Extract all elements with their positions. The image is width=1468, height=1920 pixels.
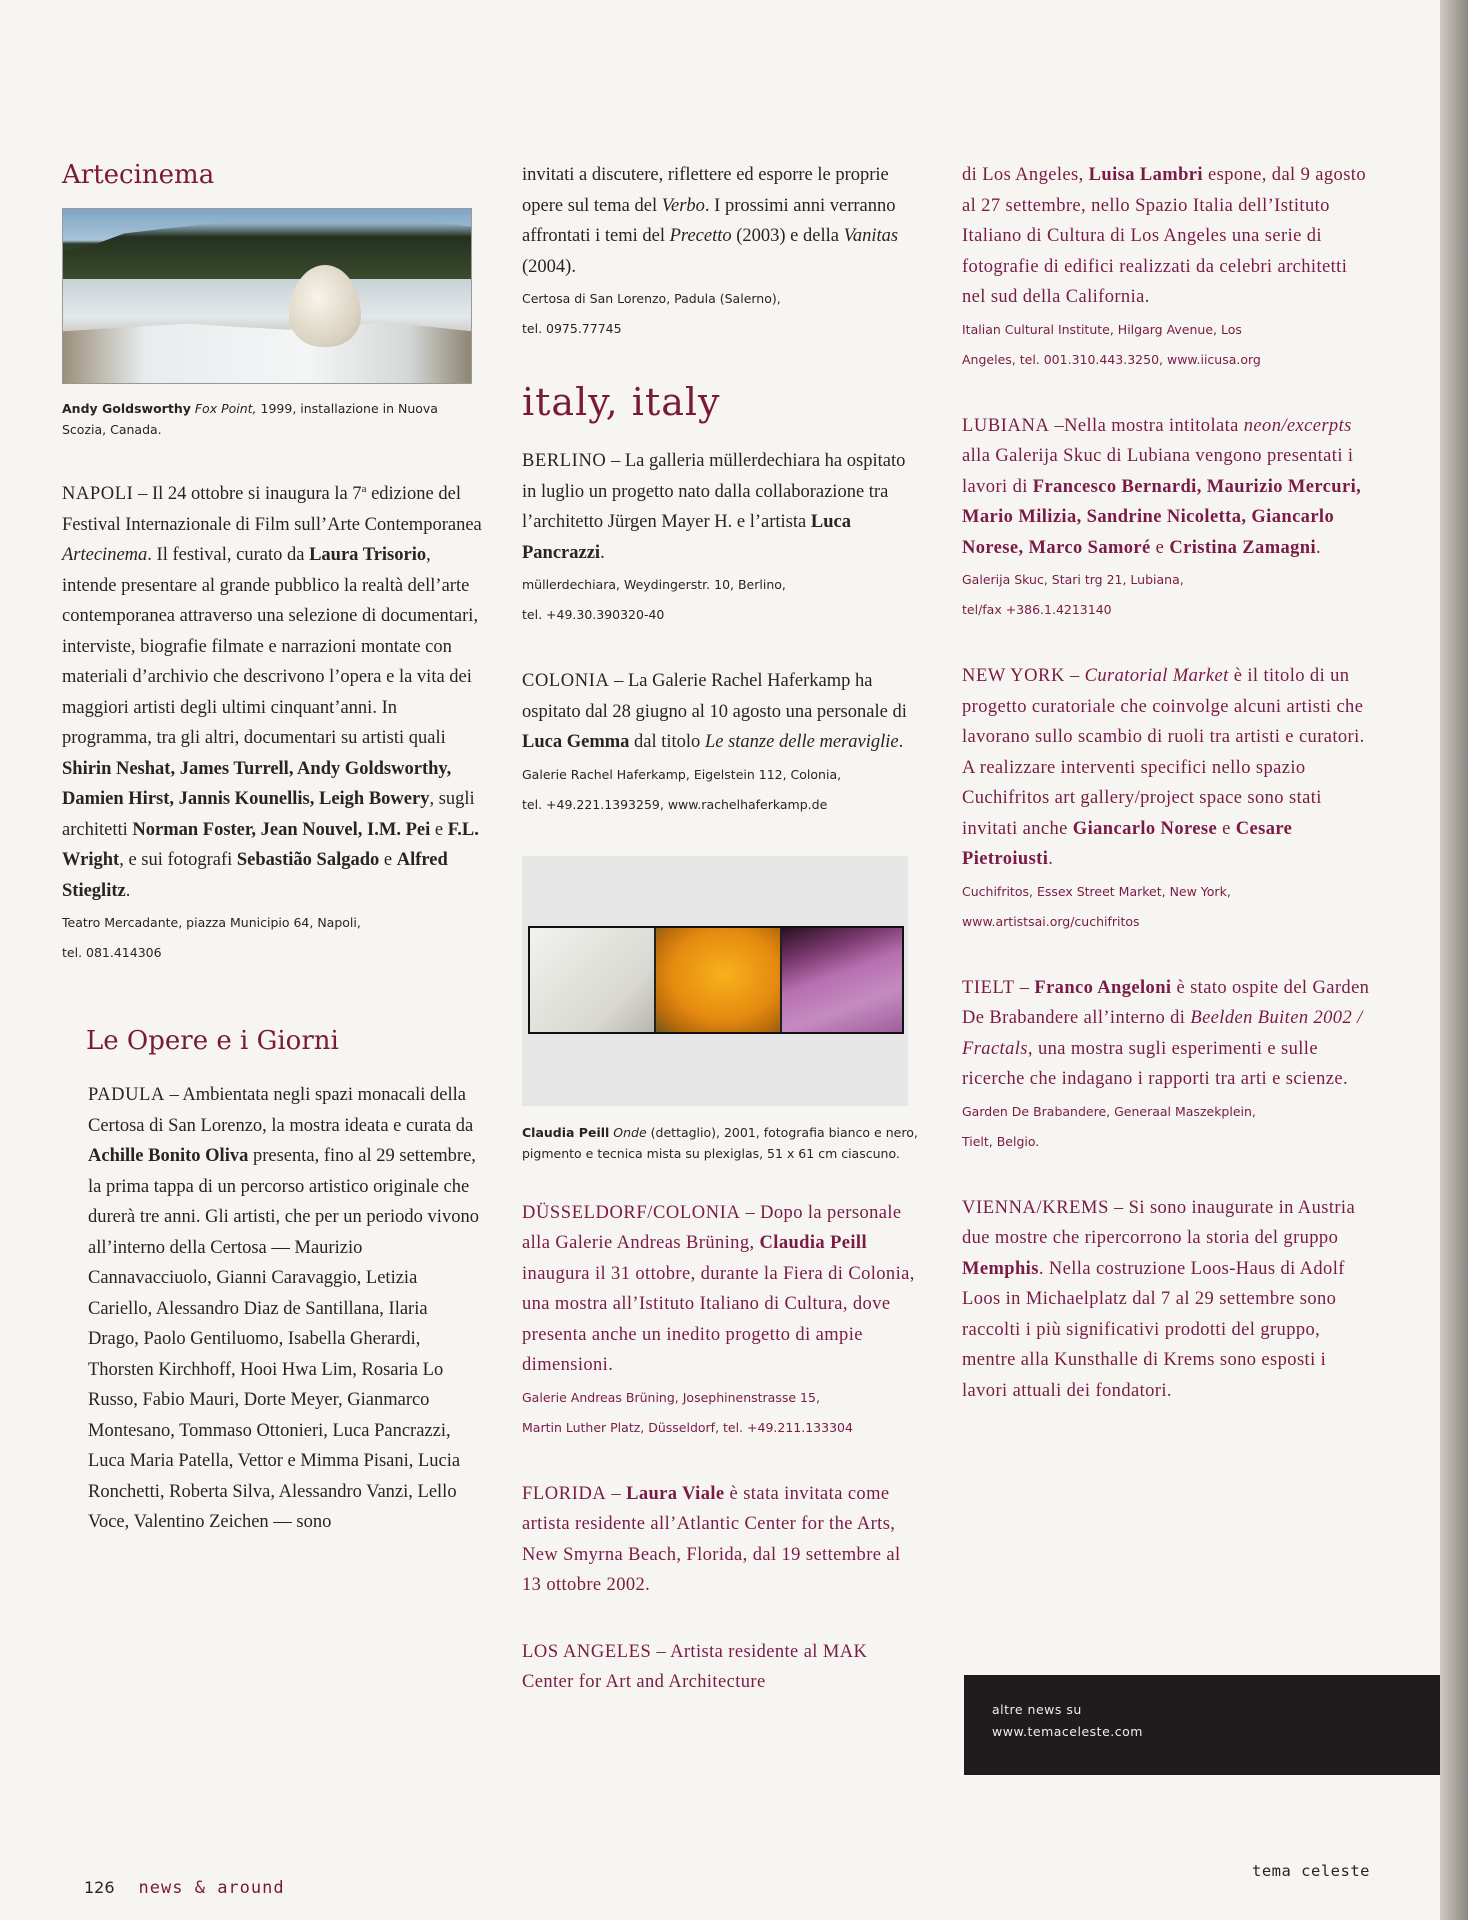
news-body <box>962 973 1372 1095</box>
address-line: Angeles, tel. 001.310.443.3250, www.iicusa.org <box>962 351 1261 367</box>
text: , una mostra sugli esperimenti e sulle ricerche che indagano i rapporti tra arti e scienze. <box>962 1038 1348 1089</box>
text: –Nella mostra intitolata <box>1049 415 1244 436</box>
caption-artist: Claudia Peill <box>522 1124 610 1140</box>
news-body <box>62 474 482 906</box>
theme-name: Precetto <box>669 226 732 246</box>
news-item-dusseldorf <box>522 1198 920 1443</box>
city-label: VIENNA/KREMS <box>962 1197 1109 1218</box>
address-line: Teatro Mercadante, piazza Municipio 64, Napoli, <box>62 915 361 931</box>
news-body <box>522 1637 920 1698</box>
theme-name: Vanitas <box>843 226 899 246</box>
news-item-padula <box>88 1080 482 1538</box>
panel-white <box>530 928 656 1032</box>
text: . <box>898 732 904 752</box>
city-label: LOS ANGELES <box>522 1641 652 1662</box>
address-dusseldorf <box>522 1383 920 1443</box>
news-body <box>88 1080 482 1538</box>
address-line: Garden De Brabandere, Generaal Maszekplein, <box>962 1103 1256 1119</box>
address-new-york <box>962 877 1372 937</box>
photo-caption-goldsworthy <box>62 398 482 440</box>
text: è stato ospite del Garden De Brabandere all’interno di <box>962 977 1370 1028</box>
artist-names: Shirin Neshat, James Turrell, Andy Goldsworthy, Damien Hirst, Jannis Kounellis, Leigh Bowery <box>62 758 452 810</box>
heading-opere-giorni: Le Opere e i Giorni <box>86 1026 339 1057</box>
caption-text: (dettaglio), 2001, fotografia bianco e nero, pigmento e tecnica mista su plexiglas, 51 x 61 cm ciascuno. <box>522 1124 918 1161</box>
address-line: Martin Luther Platz, Düsseldorf, tel. +49.211.133304 <box>522 1419 853 1435</box>
text: alla Galerija Skuc di Lubiana vengono presentati i lavori di <box>962 446 1354 497</box>
news-item-lubiana <box>962 411 1372 626</box>
city-label: PADULA <box>88 1085 165 1106</box>
city-label: DÜSSELDORF/COLONIA <box>522 1202 741 1223</box>
news-item-tielt <box>962 973 1372 1157</box>
caption-title: Fox Point, <box>194 401 257 416</box>
text: invitati a discutere, riflettere ed esporre le proprie opere sul tema del <box>522 165 889 216</box>
panel-orange <box>656 928 782 1032</box>
panel-purple <box>782 928 902 1032</box>
news-item-new-york <box>962 661 1372 937</box>
address-line: tel. 081.414306 <box>62 945 162 961</box>
news-body <box>522 446 920 568</box>
text: espone, dal 9 agosto al 27 settembre, nello Spazio Italia dell’Istituto Italiano di Cultura di Los Angeles una serie di fotografie di edifici realizzati da celebri architetti nel sud della California. <box>962 165 1367 307</box>
news-item-los-angeles-continued <box>962 160 1372 375</box>
city-label: NAPOLI <box>62 484 134 505</box>
news-item-berlino <box>522 446 920 630</box>
photographer-name: Alfred Stieglitz <box>62 850 448 901</box>
city-label: BERLINO <box>522 451 607 471</box>
page-number: 126 <box>84 1878 115 1897</box>
text: . <box>600 542 605 563</box>
address-line: Galerija Skuc, Stari trg 21, Lubiana, <box>962 572 1184 587</box>
photo-fox-point <box>62 208 472 384</box>
artist-name: Cesare Pietroiusti <box>962 818 1293 869</box>
news-body <box>962 411 1372 564</box>
artist-name: Franco Angeloni <box>1034 977 1172 998</box>
photographer-name: Sebastião Salgado <box>236 850 380 871</box>
news-body <box>962 160 1372 313</box>
address-line: Certosa di San Lorenzo, Padula (Salerno), <box>522 291 781 306</box>
news-body <box>522 1198 920 1381</box>
text: – <box>606 1483 627 1504</box>
address-line: Italian Cultural Institute, Hilgarg Avenue, Los <box>962 321 1242 337</box>
text: è il titolo di un progetto curatoriale che coinvolge alcuni artisti che lavorano sullo scambio di ruoli tra artisti e curatori. A realizzare interventi specifici nello spazio Cuchifritos art gallery/project space sono stati invitati anche <box>962 666 1365 839</box>
text: è stata invitata come artista residente all’Atlantic Center for the Arts, New Smyrna Beach, Florida, dal 19 settembre al 13 ottobre 2002. <box>522 1483 901 1595</box>
column-middle <box>522 160 920 1734</box>
section-name: news & around <box>138 1878 285 1898</box>
text: – Dopo la personale alla Galerie Andreas Brüning, <box>522 1202 902 1253</box>
footer-left <box>84 1878 285 1898</box>
text: . Nella costruzione Loos-Haus di Adolf Loos in Michaelplatz dal 7 al 29 settembre sono raccolti i più significativi prodotti del gruppo, mentre alla Kunsthalle di Krems sono esposti i lavori attuali dei fondatori. <box>962 1258 1345 1401</box>
text: , e sui fotografi <box>119 850 237 871</box>
address-line: tel/fax +386.1.4213140 <box>962 602 1112 617</box>
address-line: Tielt, Belgio. <box>962 1133 1040 1149</box>
news-body <box>962 661 1372 875</box>
photo-caption-peill <box>522 1122 920 1164</box>
text: (2003) e della <box>731 226 844 246</box>
news-item-padula-continued <box>522 160 920 344</box>
address-colonia <box>522 760 920 820</box>
address-tielt <box>962 1097 1372 1157</box>
address-line: www.artistsai.org/cuchifritos <box>962 913 1140 929</box>
festival-name: Artecinema <box>62 545 148 566</box>
text: . <box>1048 849 1054 869</box>
news-body <box>522 1479 920 1601</box>
column-left <box>62 160 482 1574</box>
text: , intende presentare al grande pubblico la realtà dell’arte contemporanea attraverso una selezione di documentari, interviste, biografie filmate e narrazioni montate con materiali d’archivio che descrivono l’opera e la vita dei maggiori artisti degli ultimi cinquant’anni. In programma, tra gli altri, documentari su artisti quali <box>62 545 479 749</box>
address-los-angeles <box>962 315 1372 375</box>
exhibition-title: neon/excerpts <box>1243 415 1352 436</box>
text: – Il 24 ottobre si inaugura la 7 <box>133 484 362 505</box>
news-body <box>522 666 920 758</box>
text: dal titolo <box>629 732 705 752</box>
address-berlino <box>522 570 920 630</box>
superscript: a <box>361 483 367 495</box>
caption-artist: Andy Goldsworthy <box>62 401 191 416</box>
text: – La Galerie Rachel Haferkamp ha ospitato dal 28 giugno al 10 agosto una personale di <box>522 671 907 722</box>
address-line: tel. +49.30.390320-40 <box>522 607 665 622</box>
city-label: LUBIANA <box>962 415 1050 436</box>
address-line: tel. 0975.77745 <box>522 321 622 336</box>
artist-name: Luca Pancrazzi <box>522 512 851 563</box>
news-body <box>522 160 920 282</box>
artist-name: Giancarlo Norese <box>1072 818 1218 839</box>
text: e <box>430 819 448 840</box>
more-news-text <box>992 1699 1143 1743</box>
photo-ice <box>63 309 471 383</box>
news-item-los-angeles <box>522 1637 920 1698</box>
exhibition-title: Beelden Buiten 2002 / Fractals <box>962 1008 1363 1059</box>
city-label: NEW YORK <box>962 666 1065 686</box>
project-title: Curatorial Market <box>1084 666 1229 686</box>
artist-name: Cristina Zamagni <box>1169 537 1317 558</box>
address-padula <box>522 284 920 344</box>
heading-italy-italy: italy, italy <box>522 380 721 424</box>
more-news-link[interactable]: www.temaceleste.com <box>992 1724 1143 1739</box>
caption-text: 1999, installazione in Nuova Scozia, Canada. <box>62 401 438 437</box>
photo-onde <box>522 856 908 1106</box>
theme-name: Verbo <box>661 195 705 216</box>
exhibition-title: Le stanze delle meraviglie <box>704 732 899 752</box>
text: – La galleria müllerdechiara ha ospitato in luglio un progetto nato dalla collaborazione tra l’architetto Jürgen Mayer H. e l’artista <box>522 451 906 532</box>
curator-name: Achille Bonito Oliva <box>88 1146 249 1167</box>
news-item-napoli <box>62 474 482 968</box>
architect-names: Norman Foster, Jean Nouvel, I.M. Pei <box>132 819 431 840</box>
city-label: TIELT <box>962 977 1015 998</box>
photo-triptych <box>528 926 904 1034</box>
more-news-box[interactable] <box>964 1675 1440 1775</box>
group-name: Memphis <box>962 1258 1039 1279</box>
heading-artecinema: Artecinema <box>62 160 215 190</box>
address-napoli <box>62 908 482 968</box>
city-label: COLONIA <box>522 671 610 691</box>
news-item-florida <box>522 1479 920 1601</box>
architect-name: F.L. Wright <box>62 819 479 871</box>
city-label: FLORIDA <box>522 1483 607 1504</box>
text: edizione del Festival Internazionale di Film sull’Arte Contemporanea <box>62 484 482 535</box>
news-item-colonia <box>522 666 920 820</box>
text: . <box>125 880 131 901</box>
address-line: Cuchifritos, Essex Street Market, New York, <box>962 883 1231 899</box>
page-edge <box>1440 0 1468 1920</box>
news-body <box>962 1193 1372 1407</box>
text: . Il festival, curato da <box>147 545 310 566</box>
artist-name: Claudia Peill <box>759 1233 868 1253</box>
photo-trees <box>63 209 471 279</box>
artist-name: Luisa Lambri <box>1088 165 1203 185</box>
text: . <box>1316 537 1322 558</box>
text: inaugura il 31 ottobre, durante la Fiera di Colonia, una mostra all’Istituto Italiano di Cultura, dove presenta anche un inedito progetto di ampie dimensioni. <box>522 1263 915 1375</box>
text: e <box>1217 818 1236 839</box>
column-right <box>962 160 1372 1442</box>
address-line: Galerie Rachel Haferkamp, Eigelstein 112, Colonia, <box>522 766 842 782</box>
address-line: tel. +49.221.1393259, www.rachelhaferkamp.de <box>522 796 828 812</box>
address-line: müllerdechiara, Weydingerstr. 10, Berlino, <box>522 577 786 592</box>
address-line: Galerie Andreas Brüning, Josephinenstrasse 15, <box>522 1389 820 1405</box>
text: e <box>1150 537 1170 558</box>
artist-name: Laura Viale <box>626 1483 725 1504</box>
text: , sugli architetti <box>62 789 475 840</box>
artist-name: Luca Gemma <box>522 732 630 752</box>
news-item-vienna <box>962 1193 1372 1407</box>
curator-name: Laura Trisorio <box>309 545 427 566</box>
address-lubiana <box>962 565 1372 625</box>
text: presenta, fino al 29 settembre, la prima tappa di un percorso artistico originale che durerà tre anni. Gli artisti, che per un periodo vivono all’interno della Certosa — Maurizio Cannavacciuolo, Gianni Caravaggio, Letizia Cariello, Alessandro Diaz de Santillana, Ilaria Drago, Paolo Gentiluomo, Isabella Gherardi, Thorsten Kirchhoff, Hooi Hwa Lim, Rosaria Lo Russo, Fabio Mauri, Dorte Meyer, Gianmarco Montesano, Tommaso Ottonieri, Luca Pancrazzi, Luca Maria Patella, Vettor e Mimma Pisani, Lucia Ronchetti, Roberta Silva, Alessandro Vanzi, Lello Voce, Valentino Zeichen — sono <box>88 1146 479 1533</box>
caption-title: Onde <box>613 1124 647 1140</box>
text: – <box>1014 977 1035 998</box>
text: – Si sono inaugurate in Austria due mostre che ripercorrono la storia del gruppo <box>962 1197 1356 1248</box>
text: . I prossimi anni verranno affrontati i temi del <box>522 195 896 246</box>
more-news-label: altre news su <box>992 1702 1082 1717</box>
text: (2004). <box>522 256 576 277</box>
text: – Ambientata negli spazi monacali della Certosa di San Lorenzo, la mostra ideata e curata da <box>88 1085 474 1136</box>
text: – <box>1064 666 1085 686</box>
magazine-name: tema celeste <box>1252 1862 1370 1880</box>
text: e <box>379 850 397 871</box>
artist-names: Francesco Bernardi, Maurizio Mercuri, Mario Milizia, Sandrine Nicoletta, Giancarlo Norese, Marco Samoré <box>962 476 1362 558</box>
text: – Artista residente al MAK Center for Art and Architecture <box>522 1641 868 1692</box>
text: di Los Angeles, <box>962 165 1089 185</box>
